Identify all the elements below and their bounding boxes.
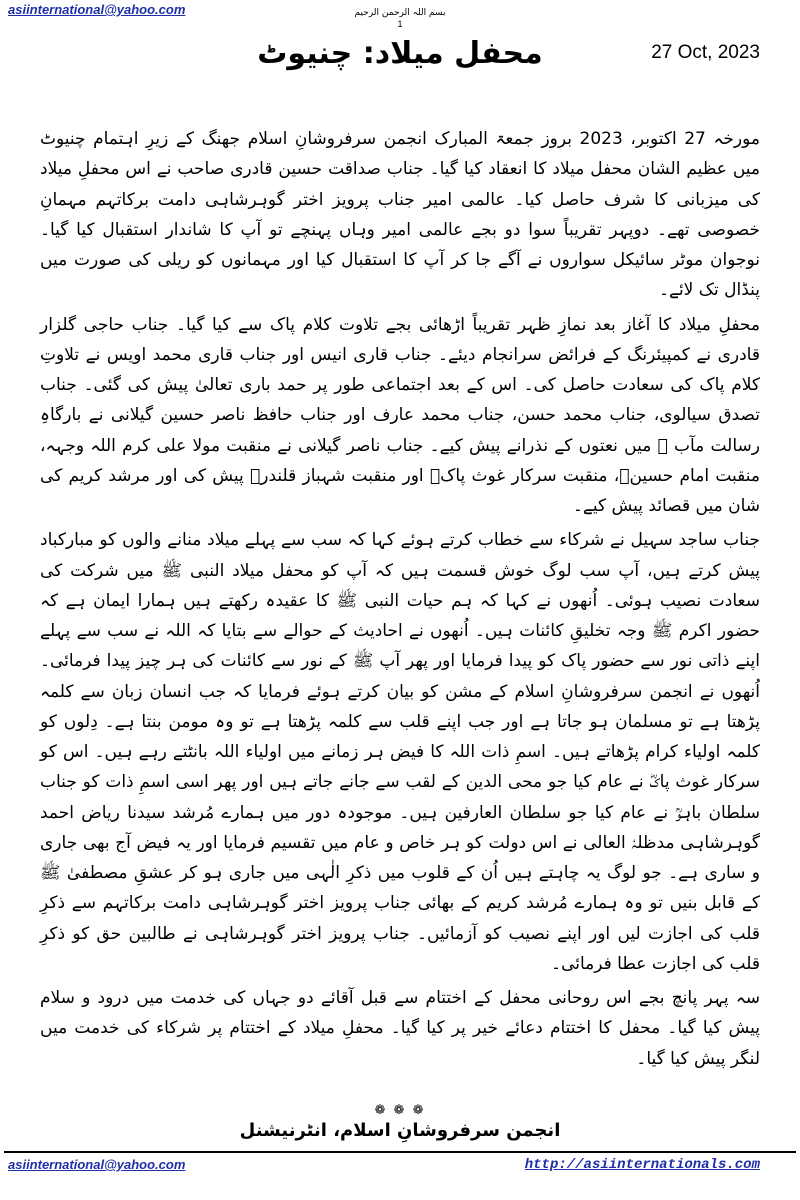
footer-website-link[interactable]: http://asiinternationals.com xyxy=(524,1157,760,1173)
article-body xyxy=(40,124,760,1124)
paragraph-2: محفلِ میلاد کا آغاز بعد نمازِ ظہر تقریباً اڑھائی بجے تلاوت کلام پاک سے کیا گیا۔ جناب حاجی گلزار قادری نے کمپیئرنگ کے فرائض سرانجام دیئے۔ جناب قاری انیس اور جناب قاری محمد اویس نے تلاوتِ کلام پاک کی سعادت حاصل کی۔ اس کے بعد اجتماعی طور پر حمد باری تعالیٰ پیش کی گئی۔ جناب تصدق سیالوی، جناب محمد حسن، جناب محمد عارف اور جناب حافظ ناصر حسین گیلانی نے بارگاہِ رسالت مآب ﷺ میں نعتوں کے نذرانے پیش کیے۔ جناب ناصر گیلانی نے منقبت مولا علی کرم اللہ وجہہ، منقبت امام حسینؑ، منقبت سرکار غوث پاکؓ اور منقبت شہباز قلندرؒ پیش کی اور مرشد کریم کی شان میں قصائد پیش کیے۔ xyxy=(40,314,760,516)
page-title: محفل میلاد: چنیوٹ xyxy=(257,36,543,71)
paragraph-3: جناب ساجد سہیل نے شرکاء سے خطاب کرتے ہوئے کہا کہ سب سے پہلے میلاد منانے والوں کو مبارکباد پیش کرتے ہیں، آپ سب لوگ خوش قسمت ہیں کہ آپ کو محفل میلاد النبی ﷺ میں شرکت کی سعادت نصیب ہوئی۔ اُنھوں نے کہا کہ ہم حیات النبی ﷺ کا عقیدہ رکھتے ہیں ہمارا ایمان ہے کہ حضور اکرم ﷺ وجہ تخلیقِ کائنات ہیں۔ اُنھوں نے احادیث کے حوالے سے بتایا کہ اللہ نے سب سے پہلے اپنے ذاتی نور سے حضور پاک کو پیدا فرمایا اور پھر آپ ﷺ کے نور سے کائنات کی ہر چیز پیدا فرمائی۔ اُنھوں نے انجمن سرفروشانِ اسلام کے مشن کو بیان کرتے ہوئے فرمایا کہ جب انسان زبان سے کلمہ پڑھتا ہے تو مسلمان ہو جاتا ہے اور جب اپنے قلب سے کلمہ پڑھتا ہے تو وہ مومن بنتا ہے۔ دِلوں کو کلمہ اولیاء کرام پڑھاتے ہیں۔ اسمِ ذات اللہ کا فیض ہر زمانے میں اولیاء اللہ بانٹتے رہے ہیں۔ اس کو سرکار غوث پاکؓ نے عام کیا جو محی الدین کے لقب سے جانے جاتے ہیں اور پھر اسی اسمِ ذات کو جناب سلطان باہوؒ نے عام کیا جو سلطان العارفین ہیں۔ موجودہ دور میں ہمارے مُرشد سیدنا ریاض احمد گوہرشاہی مدظلہٗ العالی نے اس دولت کو ہر خاص و عام میں تقسیم فرمایا اور یہ فیض آج بھی جاری و ساری ہے۔ جو لوگ یہ چاہتے ہیں اُن کے قلوب میں ذکرِ الٰہی میں جاری ہو کر عشقِ مصطفیٰ ﷺ کے قابل بنیں تو وہ ہمارے مُرشد کریم کے بھائی جناب پرویز اختر گوہرشاہی دامت برکاتہم سے ذکرِ قلب کی اجازت لیں اور اپنے نصیب کو آزمائیں۔ جناب پرویز اختر گوہرشاہی نے طالبین حق کو ذکرِ قلب کی اجازت عطا فرمائی۔ xyxy=(40,530,760,974)
paragraph-4: سہ پہر پانچ بجے اس روحانی محفل کے اختتام سے قبل آقائے دو جہاں کی خدمت میں درود و سلام پیش کیا گیا۔ محفل کا اختتام دعائے خیر پر کیا گیا۔ محفلِ میلاد کے اختتام پر شرکاء کی خدمت میں لنگر پیش کیا گیا۔ xyxy=(40,988,760,1069)
footer-divider xyxy=(4,1151,796,1153)
footer-email-link[interactable]: asiinternational@yahoo.com xyxy=(8,1157,186,1172)
bismillah-text: بسم اللہ الرحمن الرحیم xyxy=(354,8,446,18)
page-number: 1 xyxy=(397,19,403,29)
header-email-link[interactable]: asiinternational@yahoo.com xyxy=(8,2,186,17)
decorative-stars-icon: ❁ ❁ ❁ xyxy=(374,1103,426,1118)
report-date: 27 Oct, 2023 xyxy=(651,42,760,63)
organization-name: انجمن سرفروشانِ اسلام، انٹرنیشنل xyxy=(239,1120,561,1141)
paragraph-1: مورخہ 27 اکتوبر، 2023 بروز جمعۃ المبارک انجمن سرفروشانِ اسلام جھنگ کے زیرِ اہتمام چنیوٹ میں عظیم الشان محفل میلاد کا انعقاد کیا گیا۔ جناب صداقت حسین قادری صاحب نے اس محفلِ میلاد کی میزبانی کا شرف حاصل کیا۔ عالمی امیر جناب پرویز اختر گوہرشاہی دامت برکاتہم مہمانِ خصوصی تھے۔ دوپہر تقریباً سوا دو بجے عالمی امیر وہاں پہنچے تو آپ کا شاندار استقبال کیا گیا۔ نوجوان موٹر سائیکل سواروں نے آگے جا کر آپ کا استقبال کیا اور مہمانوں کو ریلی کی صورت میں پنڈال تک لائے۔ xyxy=(40,129,760,301)
